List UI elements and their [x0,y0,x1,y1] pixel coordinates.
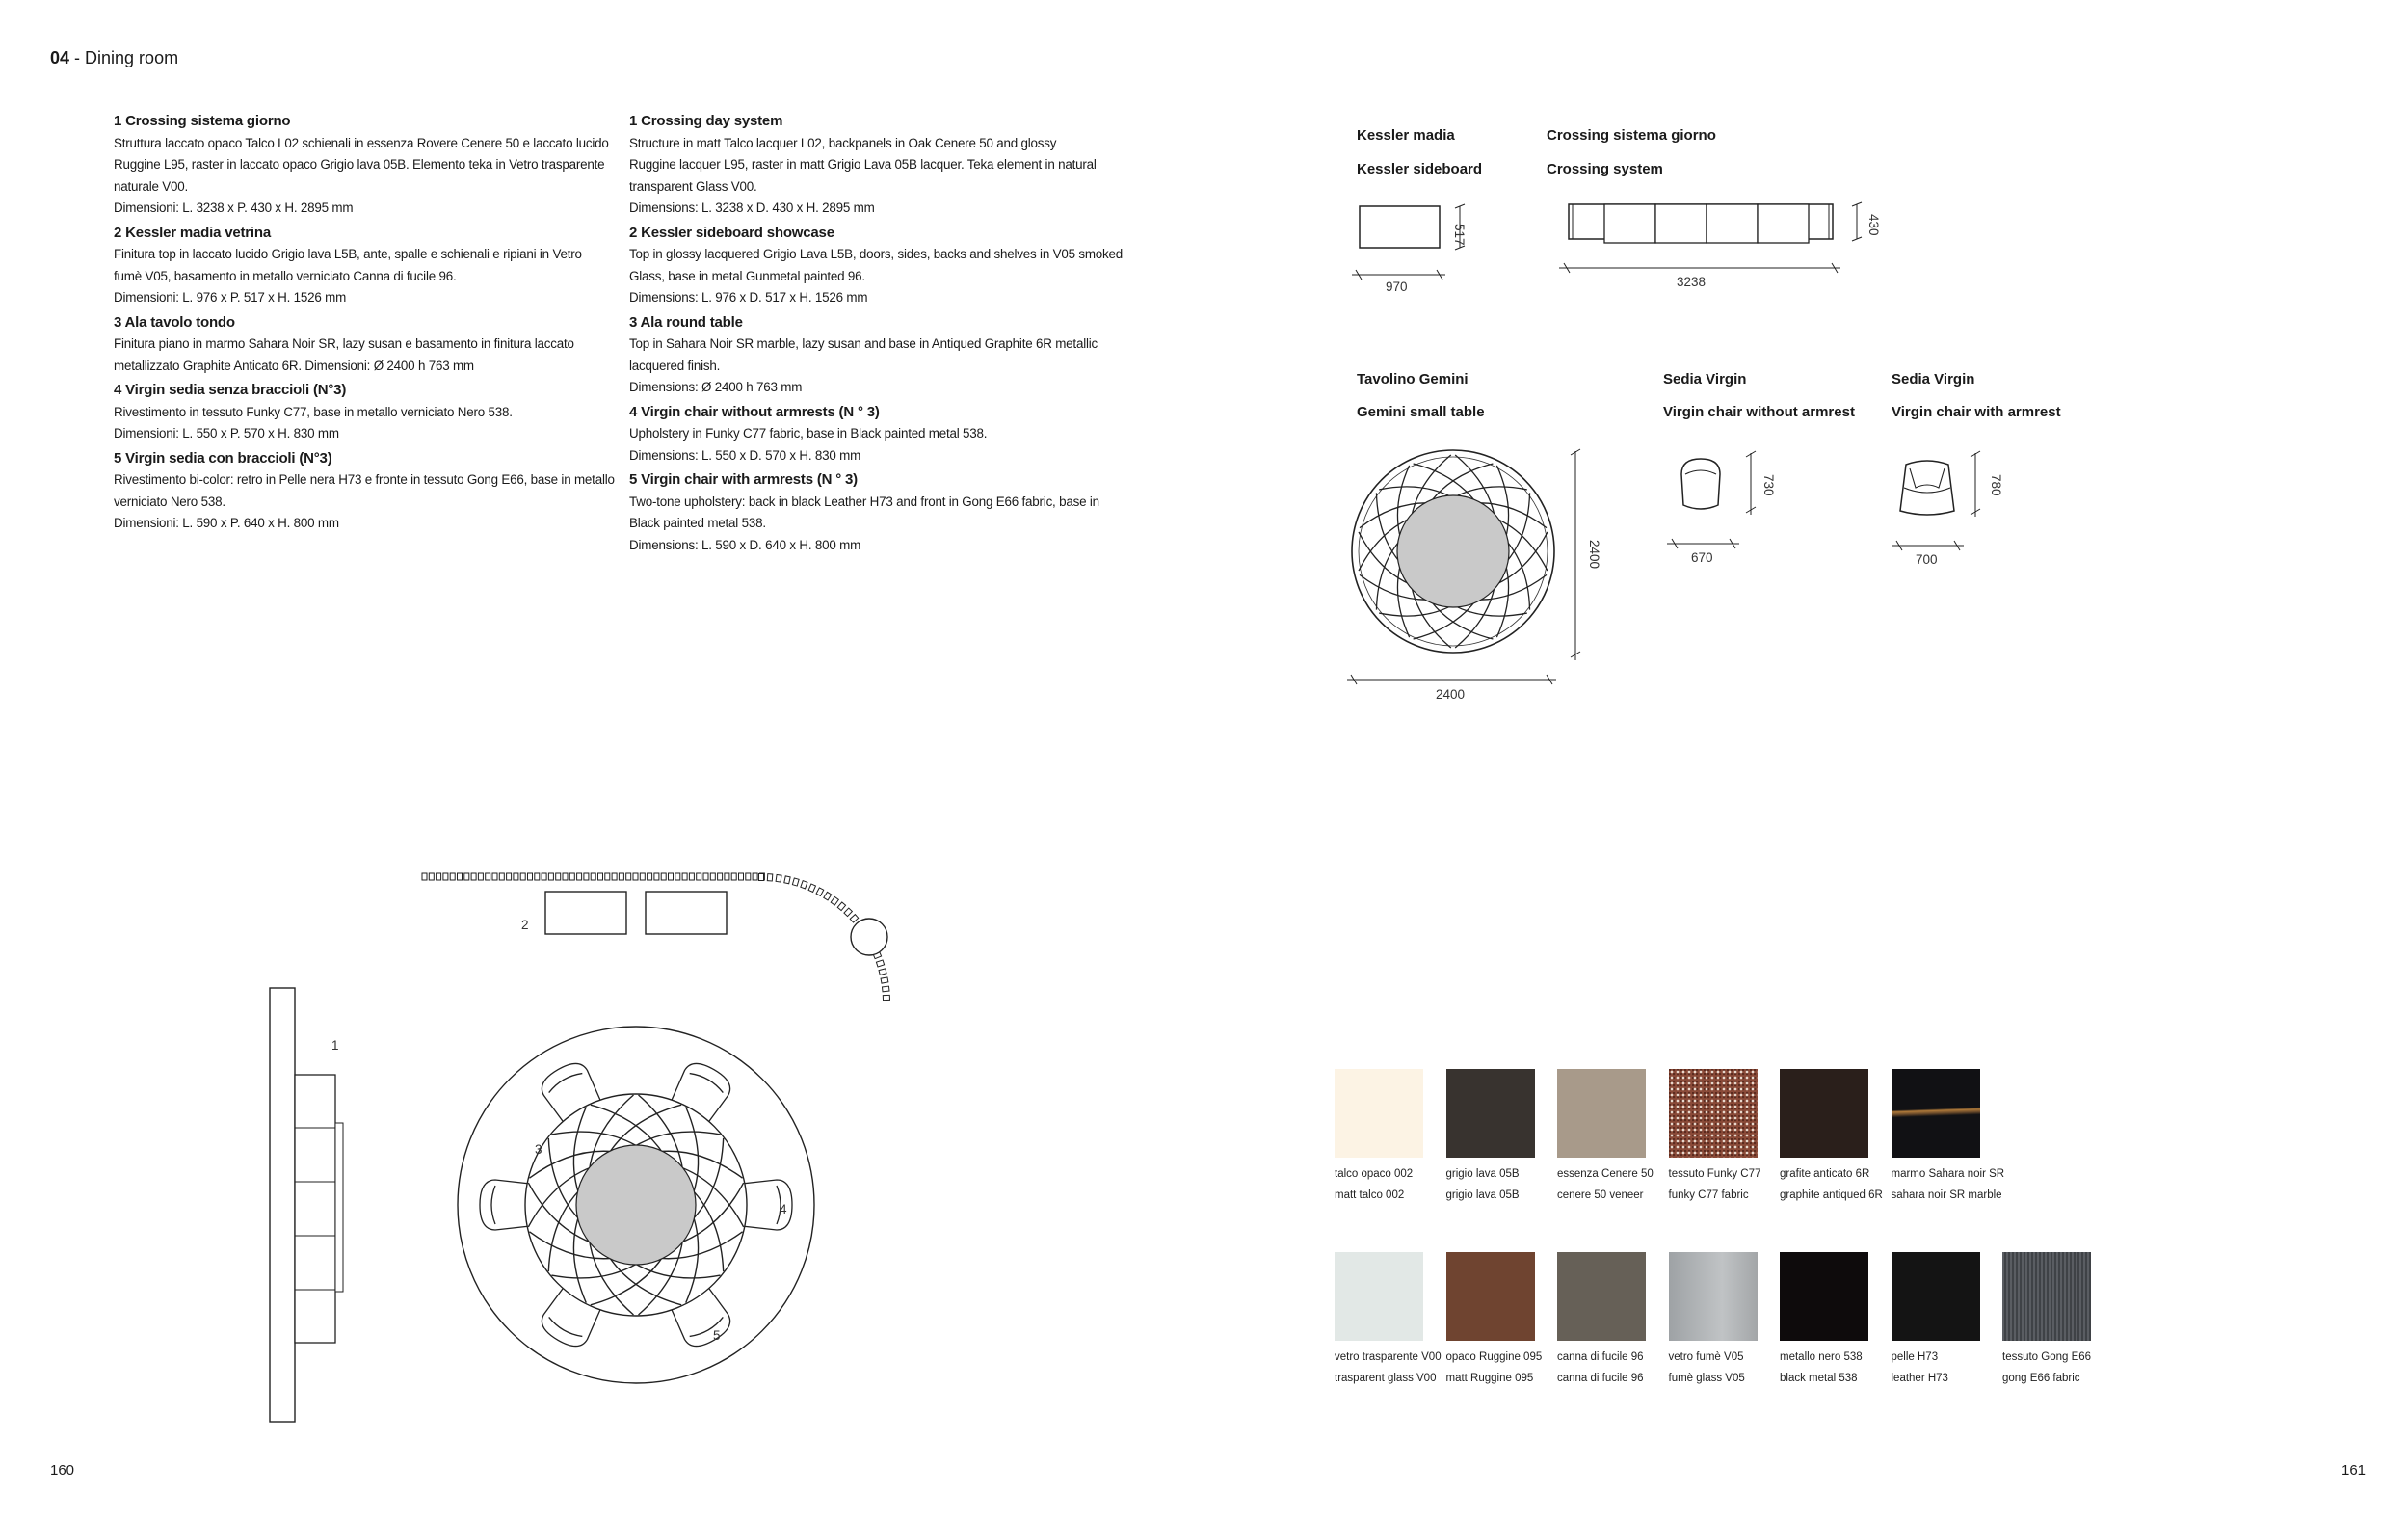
raster-slat [429,873,434,880]
raster-slat [669,873,674,880]
raster-slat [542,873,546,880]
virgin-armchair-drawing [1889,443,2004,559]
raster-slat [633,873,638,880]
description-line: Upholstery in Funky C77 fabric, base in Black painted metal 538. [629,426,988,441]
description-line: Ruggine L95, raster in laccato opaco Grigio lava 05B. Elemento teka in Vetro trasparente [114,157,605,172]
kessler-label-en: Kessler sideboard [1357,161,1483,177]
raster-slat [648,873,652,880]
swatch-caption [1446,1163,1552,1206]
description-line: Top in Sahara Noir SR marble, lazy susan and base in Antiqued Graphite 6R metallic [629,336,1098,351]
swatch-name-it: vetro trasparente V00 [1335,1351,1442,1363]
description-line: Structure in matt Talco lacquer L02, backpanels in Oak Cenere 50 and glossy [629,135,1057,150]
material-swatch [1780,1252,1868,1341]
description-title: 2 Kessler sideboard showcase [629,224,834,241]
description-title: 2 Kessler madia vetrina [114,224,271,241]
raster-slat [458,873,463,880]
page-number-left: 160 [50,1462,75,1479]
description-line: Ruggine lacquer L95, raster in matt Grigio Lava 05B lacquer. Teka element in natural [629,157,1097,172]
material-swatch [1446,1252,1535,1341]
swatch-name-it: grafite anticato 6R [1780,1168,1870,1180]
raster-slat [507,873,512,880]
gemini-label-en: Gemini small table [1357,404,1485,420]
gemini-depth: 2400 [1587,540,1601,570]
material-swatch [1669,1252,1758,1341]
gemini-width: 2400 [1436,687,1466,702]
raster-slat [731,873,736,880]
raster-slat [619,873,623,880]
section-number: 04 [50,48,70,67]
swatch-name-it: tessuto Funky C77 [1668,1168,1761,1180]
swatch-name-en: canna di fucile 96 [1557,1373,1644,1384]
description-title: 4 Virgin chair without armrests (N ° 3) [629,403,880,420]
raster-slat [753,873,757,880]
description-block [114,312,615,378]
description-line: Finitura top in laccato lucido Grigio lava L5B, ante, spalle e schienali e ripiani in Vetro [114,247,582,261]
virgin1-label-it: Sedia Virgin [1663,371,1747,387]
raster-slat [801,881,807,889]
swatch-name-en: sahara noir SR marble [1891,1189,2002,1201]
raster-slat [437,873,441,880]
raster-slat [808,884,815,892]
swatch-name-en: grigio lava 05B [1445,1189,1520,1201]
raster-slat [831,896,838,905]
swatch-caption [1557,1347,1663,1389]
raster-slat [514,873,518,880]
raster-slat [422,873,427,880]
raster-slat [759,874,764,881]
raster-slat [697,873,701,880]
raster-slat [612,873,617,880]
raster-slat [520,873,525,880]
description-line: transparent Glass V00. [629,178,757,194]
raster-slat [784,876,790,884]
plan-label-1: 1 [331,1038,339,1053]
material-swatch [1780,1069,1868,1158]
crossing-drawing [1556,193,1884,289]
raster-slat [824,892,832,900]
raster-slat [876,960,884,967]
swatch-name-en: cenere 50 veneer [1557,1189,1644,1201]
virgin2-label-en: Virgin chair with armrest [1892,404,2061,420]
description-line: Dimensions: L. 590 x D. 640 x H. 800 mm [629,537,861,552]
raster-slat [556,873,561,880]
description-title: 3 Ala tavolo tondo [114,313,235,331]
raster-slat [471,873,476,880]
raster-slat [492,873,497,880]
description-line: naturale V00. [114,178,189,194]
plan-label-5: 5 [713,1328,721,1343]
swatch-caption [1780,1163,1886,1206]
raster-slat [739,873,744,880]
floor-plan [251,858,983,1436]
virgin2-depth: 780 [1989,474,2003,496]
description-title: 5 Virgin sedia con braccioli (N°3) [114,449,332,467]
virgin-chair-drawing [1662,443,1778,559]
swatch-caption [1335,1163,1441,1206]
raster-slat [499,873,504,880]
raster-slat [682,873,687,880]
swatch-name-en: graphite antiqued 6R [1780,1189,1883,1201]
material-swatch [1892,1069,1980,1158]
kessler-label-it: Kessler madia [1357,127,1455,144]
kessler-width: 970 [1386,280,1408,294]
raster-slat [563,873,568,880]
swatch-name-it: talco opaco 002 [1335,1168,1414,1180]
description-title: 4 Virgin sedia senza braccioli (N°3) [114,382,347,398]
description-line: Dimensioni: L. 550 x P. 570 x H. 830 mm [114,426,339,441]
swatch-caption [1446,1347,1552,1389]
swatch-name-it: metallo nero 538 [1780,1351,1863,1363]
description-line: Dimensions: L. 976 x D. 517 x H. 1526 mm [629,290,868,305]
description-line: Two-tone upholstery: back in black Leather H73 and front in Gong E66 fabric, base in [629,494,1099,509]
swatch-caption [1335,1347,1441,1389]
description-line: Glass, base in metal Gunmetal painted 96. [629,268,865,283]
raster-slat [882,986,888,992]
raster-slat [767,874,772,881]
raster-slat [703,873,708,880]
description-block [114,223,615,309]
description-block [114,380,615,445]
virgin1-width: 670 [1691,550,1713,565]
swatch-caption [2002,1347,2108,1389]
crossing-depth: 430 [1866,214,1881,236]
material-swatch [2002,1252,2091,1341]
raster-slat [598,873,603,880]
kessler-drawing [1344,193,1518,299]
raster-slat [654,873,659,880]
raster-slat [640,873,645,880]
description-line: Struttura laccato opaco Talco L02 schienali in essenza Rovere Cenere 50 e laccato lucido [114,135,609,150]
swatch-name-it: marmo Sahara noir SR [1891,1168,2005,1180]
description-line: Dimensioni: L. 976 x P. 517 x H. 1526 mm [114,290,347,305]
plan-label-2: 2 [521,918,529,932]
swatch-caption [1891,1163,2005,1206]
swatch-name-it: grigio lava 05B [1445,1168,1520,1180]
raster-slat [883,995,889,1000]
crossing-label-en: Crossing system [1547,161,1663,177]
description-line: Dimensions: L. 550 x D. 570 x H. 830 mm [629,447,861,463]
virgin1-depth: 730 [1761,474,1776,496]
description-line: metallizzato Graphite Anticato 6R. Dimensioni: Ø 2400 h 763 mm [114,358,474,373]
section-title: - Dining room [69,48,179,67]
raster-slat [844,908,852,917]
virgin1-label-en: Virgin chair without armrest [1663,404,1855,420]
description-title: 3 Ala round table [629,313,743,331]
swatch-name-it: opaco Ruggine 095 [1445,1351,1543,1363]
description-line: fumè V05, basamento in metallo verniciato Canna di fucile 96. [114,268,457,283]
swatch-name-en: funky C77 fabric [1668,1189,1749,1201]
description-line: Black painted metal 538. [629,516,766,530]
raster-slat [548,873,553,880]
description-italian [114,111,615,538]
raster-slat [450,873,455,880]
swatch-caption [1669,1163,1775,1206]
raster-slat [577,873,582,880]
description-block [114,111,615,220]
plan-label-4: 4 [780,1202,787,1216]
raster-slat [626,873,631,880]
description-line: Dimensioni: L. 590 x P. 640 x H. 800 mm [114,516,339,530]
description-block [114,448,615,535]
swatch-name-it: canna di fucile 96 [1557,1351,1644,1363]
description-line: Dimensions: Ø 2400 h 763 mm [629,380,803,394]
crossing-label-it: Crossing sistema giorno [1547,127,1716,144]
description-line: Top in glossy lacquered Grigio Lava L5B, doors, sides, backs and shelves in V05 smoked [629,247,1124,261]
description-line: Rivestimento bi-color: retro in Pelle nera H73 e fronte in tessuto Gong E66, base in metallo [114,472,615,487]
swatch-caption [1892,1347,1998,1389]
material-swatch [1557,1252,1646,1341]
description-line: verniciato Nero 538. [114,494,225,509]
raster-slat [725,873,729,880]
raster-slat [605,873,610,880]
material-swatch [1446,1069,1535,1158]
swatch-caption [1780,1347,1886,1389]
description-block [629,402,1130,467]
raster-slat [528,873,533,880]
raster-slat [675,873,680,880]
raster-slat [584,873,589,880]
description-line: Dimensions: L. 3238 x D. 430 x H. 2895 mm [629,200,875,215]
description-title: 5 Virgin chair with armrests (N ° 3) [629,471,858,488]
swatch-name-it: tessuto Gong E66 [2002,1351,2092,1363]
raster-slat [850,915,859,922]
material-swatch [1335,1252,1423,1341]
swatch-name-en: leather H73 [1891,1373,1948,1384]
raster-slat [478,873,483,880]
description-block [629,111,1130,220]
raster-slat [746,873,751,880]
swatch-name-en: gong E66 fabric [2002,1373,2080,1384]
section-header [50,48,178,68]
swatch-name-en: matt talco 002 [1335,1189,1405,1201]
raster-slat [443,873,448,880]
raster-slat [464,873,469,880]
raster-slat [486,873,490,880]
swatch-name-en: black metal 538 [1780,1373,1858,1384]
description-block [629,469,1130,556]
kessler-depth: 517 [1452,224,1467,246]
raster-slat [881,977,888,983]
swatch-caption [1557,1163,1663,1206]
description-line: Rivestimento in tessuto Funky C77, base in metallo verniciato Nero 538. [114,404,513,419]
material-swatch [1892,1252,1980,1341]
swatch-name-it: pelle H73 [1891,1351,1939,1363]
raster-slat [535,873,540,880]
description-title: 1 Crossing day system [629,113,783,129]
description-line: Finitura piano in marmo Sahara Noir SR, lazy susan e basamento in finitura laccato [114,336,574,351]
raster-slat [661,873,666,880]
swatch-name-it: vetro fumè V05 [1668,1351,1744,1363]
gemini-label-it: Tavolino Gemini [1357,371,1469,387]
raster-slat [710,873,715,880]
raster-slat [591,873,595,880]
raster-slat [569,873,574,880]
raster-slat [792,878,799,886]
description-block [629,312,1130,399]
raster-slat [879,969,886,975]
plan-label-3: 3 [535,1142,542,1157]
swatch-caption [1669,1347,1775,1389]
description-line: lacquered finish. [629,358,721,373]
raster-slat [776,874,781,882]
swatch-name-en: trasparent glass V00 [1335,1373,1437,1384]
gemini-table-drawing [1339,443,1609,713]
raster-slat [689,873,694,880]
swatch-name-en: fumè glass V05 [1668,1373,1745,1384]
raster-slat [837,902,845,911]
page-number-right: 161 [2342,1462,2367,1479]
material-swatch [1335,1069,1423,1158]
description-english [629,111,1130,559]
description-title: 1 Crossing sistema giorno [114,113,291,129]
raster-slat [718,873,723,880]
material-swatch [1669,1069,1758,1158]
description-block [629,223,1130,309]
virgin2-label-it: Sedia Virgin [1892,371,1975,387]
material-swatch [1557,1069,1646,1158]
virgin2-width: 700 [1916,552,1938,567]
swatch-name-it: essenza Cenere 50 [1557,1168,1654,1180]
raster-slat [816,888,824,896]
swatch-name-en: matt Ruggine 095 [1445,1373,1534,1384]
crossing-width: 3238 [1677,275,1707,289]
description-line: Dimensioni: L. 3238 x P. 430 x H. 2895 mm [114,200,354,215]
